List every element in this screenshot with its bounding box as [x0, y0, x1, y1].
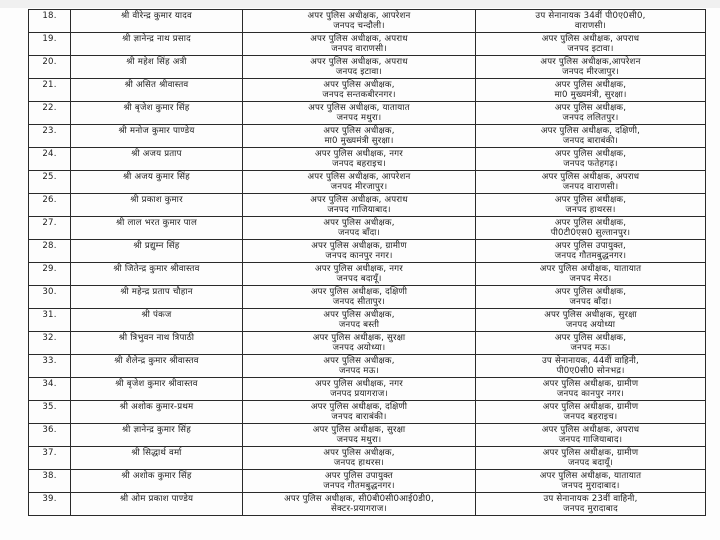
current-posting-line2: जनपद हाथरस।: [333, 458, 385, 469]
serial-number: 27.: [29, 217, 71, 240]
new-posting-line1: अपर पुलिस अधीक्षक,: [554, 333, 627, 343]
serial-number: 39.: [29, 493, 71, 516]
serial-number: 22.: [29, 102, 71, 125]
officer-name: श्री लाल भरत कुमार पाल: [71, 217, 243, 240]
officer-name: श्री शैलेन्द्र कुमार श्रीवास्तव: [71, 355, 243, 378]
officer-name: श्री मनोज कुमार पाण्डेय: [71, 125, 243, 148]
new-posting: [476, 33, 706, 56]
current-posting-line2: जनपद गौतमबुद्धनगर।: [323, 481, 395, 492]
new-posting: [476, 309, 706, 332]
officer-name: श्री अजय कुमार सिंह: [71, 171, 243, 194]
serial-number: 34.: [29, 378, 71, 401]
officer-name: श्री ज्ञानेन्द्र नाथ प्रसाद: [71, 33, 243, 56]
current-posting: [243, 240, 476, 263]
current-posting: [243, 33, 476, 56]
new-posting: [476, 424, 706, 447]
current-posting-line1: अपर पुलिस अधीक्षक, सुरक्षा: [312, 425, 406, 435]
current-posting-line2: जनपद इटावा।: [335, 67, 383, 78]
serial-number: 19.: [29, 33, 71, 56]
serial-number: 32.: [29, 332, 71, 355]
officer-name: श्री ज्ञानेन्द्र कुमार सिंह: [71, 424, 243, 447]
new-posting-line1: अपर पुलिस अधीक्षक, ग्रामीण: [542, 402, 639, 412]
current-posting: [243, 171, 476, 194]
table-row: [29, 424, 706, 447]
new-posting-line1: अपर पुलिस अधीक्षक,: [554, 287, 627, 297]
table-row: [29, 194, 706, 217]
table-row: [29, 125, 706, 148]
new-posting: [476, 493, 706, 516]
table-row: [29, 332, 706, 355]
current-posting-line2: जनपद सन्तकबीरनगर।: [322, 90, 396, 101]
officer-name: श्री अशोक कुमार-प्रथम: [71, 401, 243, 424]
current-posting-line2: जनपद कानपुर नगर।: [325, 251, 393, 262]
new-posting-line1: अपर पुलिस अधीक्षक, दक्षिणी,: [540, 126, 641, 136]
new-posting-line2: वाराणसी।: [574, 21, 607, 32]
table-row: [29, 79, 706, 102]
table-row: [29, 493, 706, 516]
current-posting: [243, 125, 476, 148]
current-posting-line1: अपर पुलिस अधीक्षक, यातायात: [308, 103, 410, 113]
officer-name: श्री प्रकाश कुमार: [71, 194, 243, 217]
current-posting-line1: अपर पुलिस अधीक्षक, नगर: [315, 149, 403, 159]
serial-number: 23.: [29, 125, 71, 148]
table-row: [29, 33, 706, 56]
new-posting: [476, 240, 706, 263]
officer-name: श्री जितेन्द्र कुमार श्रीवास्तव: [71, 263, 243, 286]
current-posting-line1: अपर पुलिस अधीक्षक,: [323, 448, 395, 458]
current-posting-line2: जनपद प्रयागराज।: [330, 389, 388, 400]
current-posting: [243, 332, 476, 355]
current-posting-line1: अपर पुलिस अधीक्षक, नगर: [315, 379, 403, 389]
new-posting: [476, 378, 706, 401]
new-posting-line2: पी0टी0एस0 सुल्तानपुर।: [550, 228, 631, 239]
officer-name: श्री महेन्द्र प्रताप चौहान: [71, 286, 243, 309]
new-posting: [476, 102, 706, 125]
new-posting-line2: जनपद फतेहगढ़।: [563, 159, 618, 170]
new-posting-line1: अपर पुलिस अधीक्षक,: [554, 103, 627, 113]
current-posting-line2: मा0 मुख्यमंत्री सुरक्षा।: [324, 136, 394, 147]
officer-name: श्री वीरेन्द्र कुमार यादव: [71, 10, 243, 33]
new-posting: [476, 355, 706, 378]
current-posting-line2: जनपद बस्ती: [338, 320, 380, 331]
table-row: [29, 148, 706, 171]
current-posting: [243, 10, 476, 33]
officer-name: श्री बृजेश कुमार सिंह: [71, 102, 243, 125]
new-posting: [476, 56, 706, 79]
new-posting-line2: जनपद गौतमबुद्धनगर।: [554, 251, 627, 262]
new-posting: [476, 447, 706, 470]
current-posting-line1: अपर पुलिस अधीक्षक, अपराध: [310, 57, 408, 67]
new-posting: [476, 10, 706, 33]
serial-number: 20.: [29, 56, 71, 79]
new-posting-line1: अपर पुलिस अधीक्षक, ग्रामीण: [542, 379, 639, 389]
current-posting: [243, 447, 476, 470]
current-posting-line2: जनपद बाँदा।: [337, 228, 381, 239]
current-posting-line1: अपर पुलिस अधीक्षक,: [323, 80, 395, 90]
serial-number: 37.: [29, 447, 71, 470]
table-row: [29, 447, 706, 470]
new-posting-line2: जनपद वाराणसी।: [562, 182, 619, 193]
current-posting: [243, 309, 476, 332]
table-row: [29, 240, 706, 263]
officer-name: श्री अजय प्रताप: [71, 148, 243, 171]
new-posting-line2: जनपद गाजियाबाद।: [558, 435, 623, 446]
table-row: [29, 355, 706, 378]
serial-number: 33.: [29, 355, 71, 378]
table-row: [29, 378, 706, 401]
new-posting-line2: जनपद मुरादाबाद: [563, 504, 618, 515]
current-posting: [243, 148, 476, 171]
current-posting-line1: अपर पुलिस अधीक्षक, दक्षिणी: [310, 287, 408, 297]
serial-number: 35.: [29, 401, 71, 424]
table-body: [29, 10, 706, 516]
current-posting: [243, 378, 476, 401]
new-posting: [476, 263, 706, 286]
current-posting-line1: अपर पुलिस अधीक्षक, अपराध: [310, 195, 408, 205]
serial-number: 25.: [29, 171, 71, 194]
current-posting: [243, 102, 476, 125]
current-posting: [243, 79, 476, 102]
table-row: [29, 102, 706, 125]
current-posting: [243, 56, 476, 79]
serial-number: 24.: [29, 148, 71, 171]
new-posting-line2: जनपद बदायूँ।: [567, 458, 614, 469]
table-row: [29, 263, 706, 286]
current-posting: [243, 401, 476, 424]
new-posting-line1: अपर पुलिस अधीक्षक, ग्रामीण: [542, 448, 639, 458]
current-posting-line1: अपर पुलिस उपायुक्त: [324, 471, 394, 481]
officer-name: श्री प्रद्युम्न सिंह: [71, 240, 243, 263]
new-posting-line1: उप सेनानायक 34वीं पी0ए0सी0,: [535, 11, 646, 21]
serial-number: 36.: [29, 424, 71, 447]
table-row: [29, 309, 706, 332]
current-posting-line1: अपर पुलिस अधीक्षक, सुरक्षा: [312, 333, 406, 343]
new-posting-line1: उप सेनानायक, 44वीं वाहिनी,: [542, 356, 639, 366]
current-posting: [243, 217, 476, 240]
new-posting-line1: अपर पुलिस अधीक्षक, अपराध: [541, 172, 640, 182]
serial-number: 31.: [29, 309, 71, 332]
current-posting-line2: जनपद चन्दौली।: [333, 21, 385, 32]
new-posting-line2: जनपद मऊ।: [570, 343, 611, 354]
serial-number: 28.: [29, 240, 71, 263]
current-posting-line1: अपर पुलिस अधीक्षक, ग्रामीण: [311, 241, 407, 251]
new-posting-line1: अपर पुलिस अधीक्षक,: [554, 80, 627, 90]
new-posting: [476, 79, 706, 102]
new-posting: [476, 194, 706, 217]
officer-name: श्री अशोक कुमार सिंह: [71, 470, 243, 493]
officer-name: श्री पंकज: [71, 309, 243, 332]
current-posting-line2: जनपद गाजियाबाद।: [327, 205, 391, 216]
new-posting: [476, 286, 706, 309]
current-posting-line1: अपर पुलिस अधीक्षक,: [323, 356, 395, 366]
new-posting-line2: मा0 मुख्यमंत्री, सुरक्षा।: [554, 90, 627, 101]
current-posting: [243, 470, 476, 493]
current-posting-line2: जनपद मथुरा।: [336, 435, 382, 446]
new-posting-line2: जनपद मेरठ।: [569, 274, 612, 285]
new-posting-line1: अपर पुलिस अधीक्षक, सुरक्षा: [544, 310, 637, 320]
scan-top-margin: [0, 0, 720, 8]
serial-number: 30.: [29, 286, 71, 309]
new-posting-line2: जनपद कानपुर नगर।: [556, 389, 625, 400]
current-posting: [243, 355, 476, 378]
new-posting-line1: अपर पुलिस अधीक्षक, यातायात: [539, 264, 642, 274]
current-posting-line2: जनपद सीतापुर।: [332, 297, 386, 308]
current-posting: [243, 286, 476, 309]
current-posting-line1: अपर पुलिस अधीक्षक, नगर: [315, 264, 403, 274]
new-posting: [476, 470, 706, 493]
serial-number: 21.: [29, 79, 71, 102]
new-posting-line2: जनपद अयोध्या: [565, 320, 616, 331]
current-posting-line2: सेक्टर-प्रयागराज।: [331, 504, 387, 515]
table-row: [29, 286, 706, 309]
current-posting-line1: अपर पुलिस अधीक्षक, सी0बी0सी0आई0डी0,: [284, 494, 434, 504]
current-posting-line1: अपर पुलिस अधीक्षक,: [323, 126, 395, 136]
current-posting-line1: अपर पुलिस अधीक्षक, आपरेशन: [307, 11, 411, 21]
current-posting-line2: जनपद मथुरा।: [336, 113, 382, 124]
officer-name: श्री ओम प्रकाश पाण्डेय: [71, 493, 243, 516]
current-posting-line1: अपर पुलिस अधीक्षक, आपरेशन: [307, 172, 411, 182]
new-posting: [476, 401, 706, 424]
serial-number: 18.: [29, 10, 71, 33]
new-posting-line1: उप सेनानायक 23वीं वाहिनी,: [543, 494, 638, 504]
new-posting-line2: पी0ए0सी0 सोनभद्र।: [556, 366, 625, 377]
new-posting-line2: जनपद मुरादाबाद।: [561, 481, 620, 492]
current-posting-line2: जनपद बाराबंकी।: [331, 412, 387, 423]
table-row: [29, 171, 706, 194]
new-posting: [476, 217, 706, 240]
serial-number: 29.: [29, 263, 71, 286]
new-posting-line2: जनपद इटावा।: [567, 44, 614, 55]
new-posting-line2: जनपद बहराइच।: [563, 412, 618, 423]
transfer-list-table: [28, 9, 706, 516]
new-posting-line1: अपर पुलिस उपायुक्त,: [554, 241, 626, 251]
new-posting: [476, 332, 706, 355]
new-posting-line1: अपर पुलिस अधीक्षक,: [554, 195, 627, 205]
serial-number: 38.: [29, 470, 71, 493]
new-posting-line1: अपर पुलिस अधीक्षक, यातायात: [539, 471, 642, 481]
new-posting: [476, 171, 706, 194]
table-row: [29, 470, 706, 493]
current-posting-line1: अपर पुलिस अधीक्षक,: [323, 310, 395, 320]
current-posting-line1: अपर पुलिस अधीक्षक, अपराध: [310, 34, 408, 44]
serial-number: 26.: [29, 194, 71, 217]
current-posting: [243, 493, 476, 516]
current-posting-line2: जनपद मऊ।: [338, 366, 380, 377]
table-row: [29, 10, 706, 33]
officer-name: श्री असित श्रीवास्तव: [71, 79, 243, 102]
current-posting-line1: अपर पुलिस अधीक्षक,: [323, 218, 395, 228]
current-posting-line1: अपर पुलिस अधीक्षक, दक्षिणी: [310, 402, 408, 412]
new-posting-line1: अपर पुलिस अधीक्षक, अपराध: [541, 425, 640, 435]
current-posting-line2: जनपद बहराइच।: [332, 159, 386, 170]
current-posting-line2: जनपद वाराणसी।: [331, 44, 387, 55]
officer-name: श्री त्रिभुवन नाथ त्रिपाठी: [71, 332, 243, 355]
officer-name: श्री महेश सिंह अत्री: [71, 56, 243, 79]
officer-name: श्री सिद्धार्थ वर्मा: [71, 447, 243, 470]
current-posting-line2: जनपद मीरजापुर।: [330, 182, 388, 193]
new-posting-line2: जनपद बाराबंकी।: [562, 136, 619, 147]
new-posting-line2: जनपद हाथरस।: [565, 205, 616, 216]
new-posting-line1: अपर पुलिस अधीक्षक,: [554, 218, 627, 228]
new-posting-line1: अपर पुलिस अधीक्षक,: [554, 149, 627, 159]
table-row: [29, 56, 706, 79]
new-posting: [476, 125, 706, 148]
current-posting: [243, 263, 476, 286]
new-posting-line2: जनपद बाँदा।: [569, 297, 612, 308]
new-posting-line2: जनपद मीरजापुर।: [562, 67, 619, 78]
new-posting-line1: अपर पुलिस अधीक्षक, अपराध: [541, 34, 640, 44]
current-posting-line2: जनपद अयोध्या।: [332, 343, 386, 354]
officer-name: श्री बृजेश कुमार श्रीवास्तव: [71, 378, 243, 401]
new-posting-line1: अपर पुलिस अधीक्षक,आपरेशन: [540, 57, 641, 67]
current-posting: [243, 194, 476, 217]
current-posting-line2: जनपद बदायूँ।: [336, 274, 382, 285]
new-posting: [476, 148, 706, 171]
new-posting-line2: जनपद ललितपुर।: [562, 113, 619, 124]
current-posting: [243, 424, 476, 447]
table-row: [29, 401, 706, 424]
table-row: [29, 217, 706, 240]
